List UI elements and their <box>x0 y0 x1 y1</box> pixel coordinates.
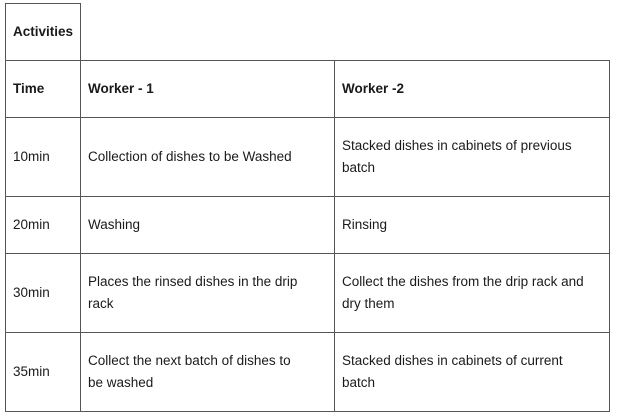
row-1-worker-1: Collection of dishes to be Washed <box>80 117 335 197</box>
header-time: Time <box>5 60 81 118</box>
header-worker-1: Worker - 1 <box>80 60 335 118</box>
table-title-cell: Activities <box>5 3 81 61</box>
row-2-worker-2: Rinsing <box>334 196 610 254</box>
row-1-time: 10min <box>5 117 81 197</box>
row-2-time: 20min <box>5 196 81 254</box>
row-2-worker-1: Washing <box>80 196 335 254</box>
row-4-time: 35min <box>5 332 81 412</box>
row-4-worker-2: Stacked dishes in cabinets of current batch <box>334 332 610 412</box>
header-worker-2: Worker -2 <box>334 60 610 118</box>
row-4-worker-1: Collect the next batch of dishes to be washed <box>80 332 335 412</box>
row-3-worker-2: Collect the dishes from the drip rack and dry them <box>334 253 610 333</box>
row-3-time: 30min <box>5 253 81 333</box>
row-3-worker-1: Places the rinsed dishes in the drip rack <box>80 253 335 333</box>
row-1-worker-2: Stacked dishes in cabinets of previous batch <box>334 117 610 197</box>
